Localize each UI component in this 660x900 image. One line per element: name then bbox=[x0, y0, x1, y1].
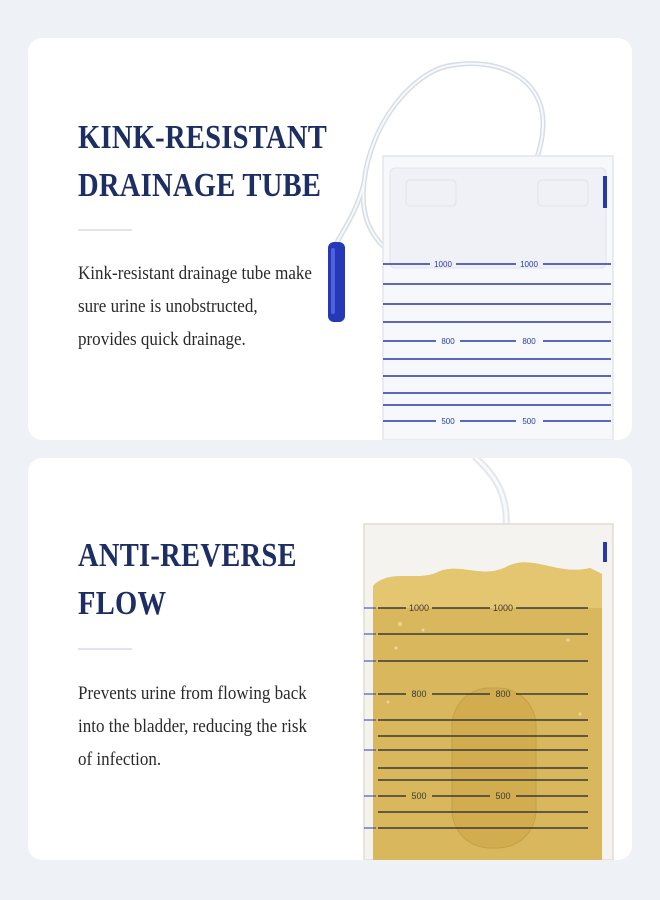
scale-label: 500 bbox=[411, 791, 427, 801]
scale-label: 1000 bbox=[520, 260, 538, 269]
feature-title-line-1: ANTI-REVERSE bbox=[78, 537, 297, 574]
feature-card-anti-reverse bbox=[28, 458, 632, 860]
scale-label: 500 bbox=[522, 417, 536, 426]
feature-title-line-2: DRAINAGE TUBE bbox=[78, 167, 322, 204]
scale-label: 1000 bbox=[434, 260, 452, 269]
scale-label: 800 bbox=[495, 689, 511, 699]
feature-title-line-1: KINK-RESISTANT bbox=[78, 119, 327, 156]
scale-label: 500 bbox=[495, 791, 511, 801]
scale-label: 500 bbox=[441, 417, 455, 426]
feature-description: Prevents urine from flowing back into the bladder, reducing the risk of infection. bbox=[78, 684, 308, 770]
scale-label: 800 bbox=[522, 337, 536, 346]
feature-title-line-2: FLOW bbox=[78, 585, 167, 622]
feature-description: Kink-resistant drainage tube make sure urine is unobstructed, provides quick drainage. bbox=[78, 264, 312, 350]
feature-card-kink-resistant bbox=[28, 38, 632, 440]
scale-label: 1000 bbox=[408, 603, 430, 613]
scale-label: 800 bbox=[411, 689, 427, 699]
urine-bag bbox=[364, 524, 613, 860]
drainage-bag bbox=[383, 156, 613, 440]
drainage-tube bbox=[476, 458, 506, 528]
urine-bag-image bbox=[28, 458, 632, 860]
blue-connector bbox=[328, 242, 345, 322]
scale-label: 800 bbox=[441, 337, 455, 346]
scale-label: 1000 bbox=[492, 603, 514, 613]
drainage-bag-with-tube-image bbox=[28, 38, 632, 440]
